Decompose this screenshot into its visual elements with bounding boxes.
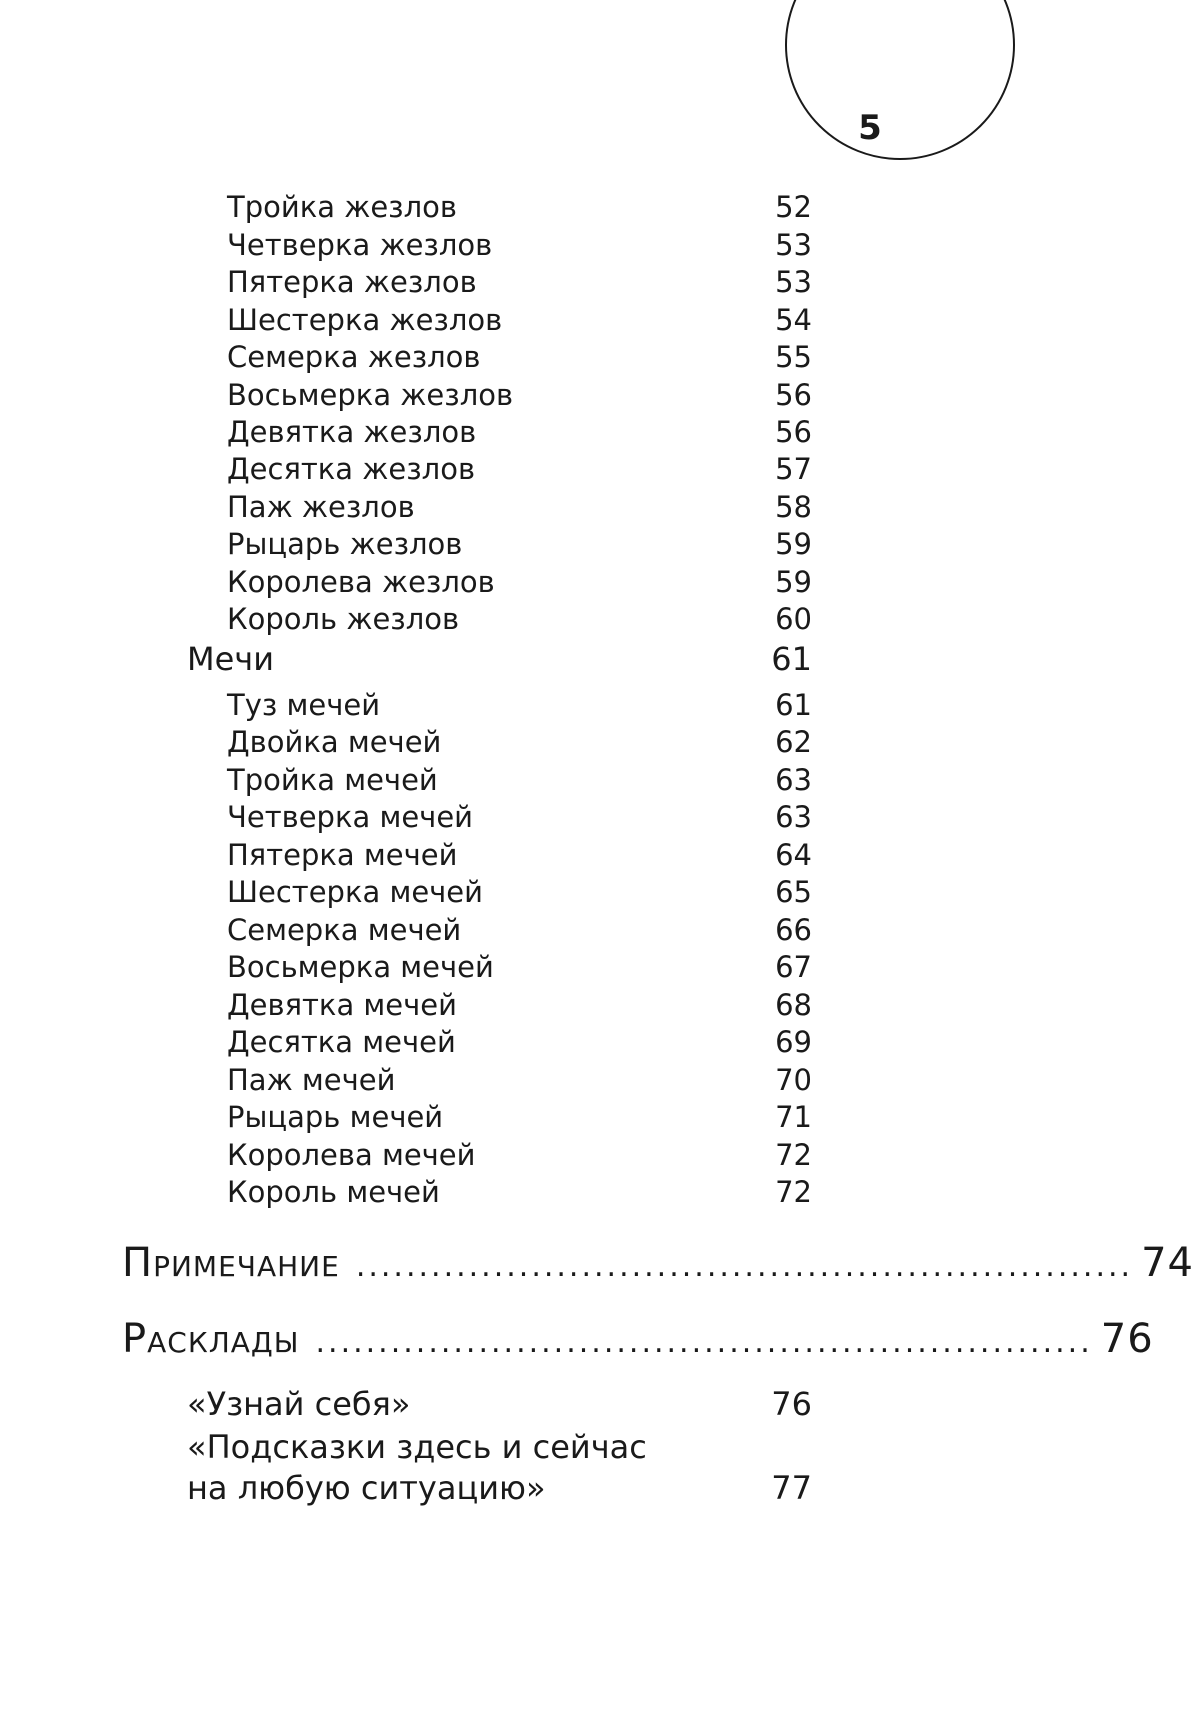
toc-entry-wands-3[interactable] xyxy=(227,190,812,224)
toc-entry-swords-page[interactable] xyxy=(227,1063,812,1097)
toc-entry-page: 72 xyxy=(775,1175,812,1209)
toc-entry-label: Шестерка жезлов xyxy=(227,303,503,337)
toc-entry-label: Четверка мечей xyxy=(227,800,474,834)
toc-chapter-page: 76 xyxy=(1100,1316,1154,1362)
toc-entry-swords-ace[interactable] xyxy=(227,688,812,722)
toc-entry-swords-queen[interactable] xyxy=(227,1138,812,1172)
toc-entry-page: 52 xyxy=(775,190,812,224)
toc-entry-swords-6[interactable] xyxy=(227,875,812,909)
toc-entry-label: Десятка мечей xyxy=(227,1025,456,1059)
toc-entry-page: 56 xyxy=(775,415,812,449)
toc-entry-label: Пятерка мечей xyxy=(227,838,458,872)
toc-entry-swords-9[interactable] xyxy=(227,988,812,1022)
toc-entry-page: 61 xyxy=(775,688,812,722)
toc-entry-page: 64 xyxy=(775,838,812,872)
toc-entry-wands-4[interactable] xyxy=(227,228,812,262)
toc-entry-page: 65 xyxy=(775,875,812,909)
toc-entry-label: «Узнай себя» xyxy=(187,1385,411,1423)
toc-entry-page: 67 xyxy=(775,950,812,984)
toc-entry-swords-3[interactable] xyxy=(227,763,812,797)
toc-entry-swords-knight[interactable] xyxy=(227,1100,812,1134)
toc-entry-label: Семерка мечей xyxy=(227,913,462,947)
toc-entry-label: «Подсказки здесь и сейчас xyxy=(187,1428,647,1466)
toc-entry-label: Четверка жезлов xyxy=(227,228,493,262)
toc-entry-wands-page[interactable] xyxy=(227,490,812,524)
toc-entry-page: 55 xyxy=(775,340,812,374)
dot-leader: .............................................................. xyxy=(315,1325,1093,1360)
toc-entry-wands-8[interactable] xyxy=(227,378,812,412)
toc-entry-label: Девятка мечей xyxy=(227,988,457,1022)
toc-entry-label: Тройка жезлов xyxy=(227,190,457,224)
toc-entry-page: 54 xyxy=(775,303,812,337)
page-number: 5 xyxy=(858,108,882,148)
toc-entry-label: Восьмерка жезлов xyxy=(227,378,514,412)
page-number-circle xyxy=(785,0,1015,160)
toc-entry-swords-2[interactable] xyxy=(227,725,812,759)
toc-entry-page: 68 xyxy=(775,988,812,1022)
toc-entry-label: Рыцарь мечей xyxy=(227,1100,444,1134)
toc-entry-swords-10[interactable] xyxy=(227,1025,812,1059)
toc-entry-wands-7[interactable] xyxy=(227,340,812,374)
toc-entry-wands-5[interactable] xyxy=(227,265,812,299)
toc-entry-label: Девятка жезлов xyxy=(227,415,477,449)
toc-entry-label: Паж мечей xyxy=(227,1063,396,1097)
toc-entry-page: 77 xyxy=(771,1469,812,1507)
toc-entry-label: Пятерка жезлов xyxy=(227,265,477,299)
toc-entry-label: Семерка жезлов xyxy=(227,340,481,374)
toc-entry-page: 62 xyxy=(775,725,812,759)
dot-leader: .............................................................. xyxy=(355,1249,1134,1284)
toc-entry-label: Король жезлов xyxy=(227,602,460,636)
toc-entry-page: 63 xyxy=(775,800,812,834)
toc-entry-swords-7[interactable] xyxy=(227,913,812,947)
toc-entry-wands-queen[interactable] xyxy=(227,565,812,599)
toc-entry-page: 71 xyxy=(775,1100,812,1134)
toc-entry-page: 76 xyxy=(771,1385,812,1423)
toc-entry-label: Королева мечей xyxy=(227,1138,476,1172)
toc-entry-page: 53 xyxy=(775,265,812,299)
toc-entry-spread-hints-line2[interactable] xyxy=(187,1469,812,1507)
toc-entry-label: на любую ситуацию» xyxy=(187,1469,546,1507)
toc-entry-wands-knight[interactable] xyxy=(227,527,812,561)
toc-section-swords[interactable] xyxy=(187,640,812,678)
toc-entry-page: 66 xyxy=(775,913,812,947)
toc-entry-page: 58 xyxy=(775,490,812,524)
toc-entry-page: 70 xyxy=(775,1063,812,1097)
toc-entry-page: 59 xyxy=(775,527,812,561)
toc-entry-page: 57 xyxy=(775,452,812,486)
toc-entry-wands-king[interactable] xyxy=(227,602,812,636)
toc-entry-label: Шестерка мечей xyxy=(227,875,483,909)
toc-entry-swords-4[interactable] xyxy=(227,800,812,834)
toc-entry-page: 59 xyxy=(775,565,812,599)
toc-entry-page: 72 xyxy=(775,1138,812,1172)
toc-entry-swords-8[interactable] xyxy=(227,950,812,984)
toc-entry-swords-5[interactable] xyxy=(227,838,812,872)
toc-entry-label: Десятка жезлов xyxy=(227,452,476,486)
toc-entry-label: Двойка мечей xyxy=(227,725,442,759)
toc-entry-wands-6[interactable] xyxy=(227,303,812,337)
toc-entry-label: Король мечей xyxy=(227,1175,440,1209)
toc-entry-page: 69 xyxy=(775,1025,812,1059)
toc-entry-page: 63 xyxy=(775,763,812,797)
toc-chapter-page: 74 xyxy=(1141,1240,1194,1286)
toc-entry-swords-king[interactable] xyxy=(227,1175,812,1209)
toc-entry-label: Паж жезлов xyxy=(227,490,415,524)
toc-entry-spread-know-yourself[interactable] xyxy=(187,1385,812,1423)
toc-entry-label: Туз мечей xyxy=(227,688,381,722)
toc-section-page: 61 xyxy=(771,640,812,678)
toc-entry-page: 53 xyxy=(775,228,812,262)
toc-entry-label: Королева жезлов xyxy=(227,565,495,599)
toc-entry-page: 60 xyxy=(775,602,812,636)
toc-entry-label: Рыцарь жезлов xyxy=(227,527,463,561)
toc-chapter-label: Расклады xyxy=(122,1316,300,1362)
toc-entry-label: Тройка мечей xyxy=(227,763,438,797)
toc-chapter-label: Примечание xyxy=(122,1240,340,1286)
toc-entry-label: Восьмерка мечей xyxy=(227,950,494,984)
toc-entry-spread-hints-line1[interactable] xyxy=(187,1428,812,1466)
toc-entry-page: 56 xyxy=(775,378,812,412)
toc-chapter-note[interactable] xyxy=(122,1240,1194,1286)
toc-entry-wands-9[interactable] xyxy=(227,415,812,449)
toc-section-label: Мечи xyxy=(187,640,274,678)
toc-entry-wands-10[interactable] xyxy=(227,452,812,486)
toc-chapter-spreads[interactable] xyxy=(122,1316,1154,1362)
